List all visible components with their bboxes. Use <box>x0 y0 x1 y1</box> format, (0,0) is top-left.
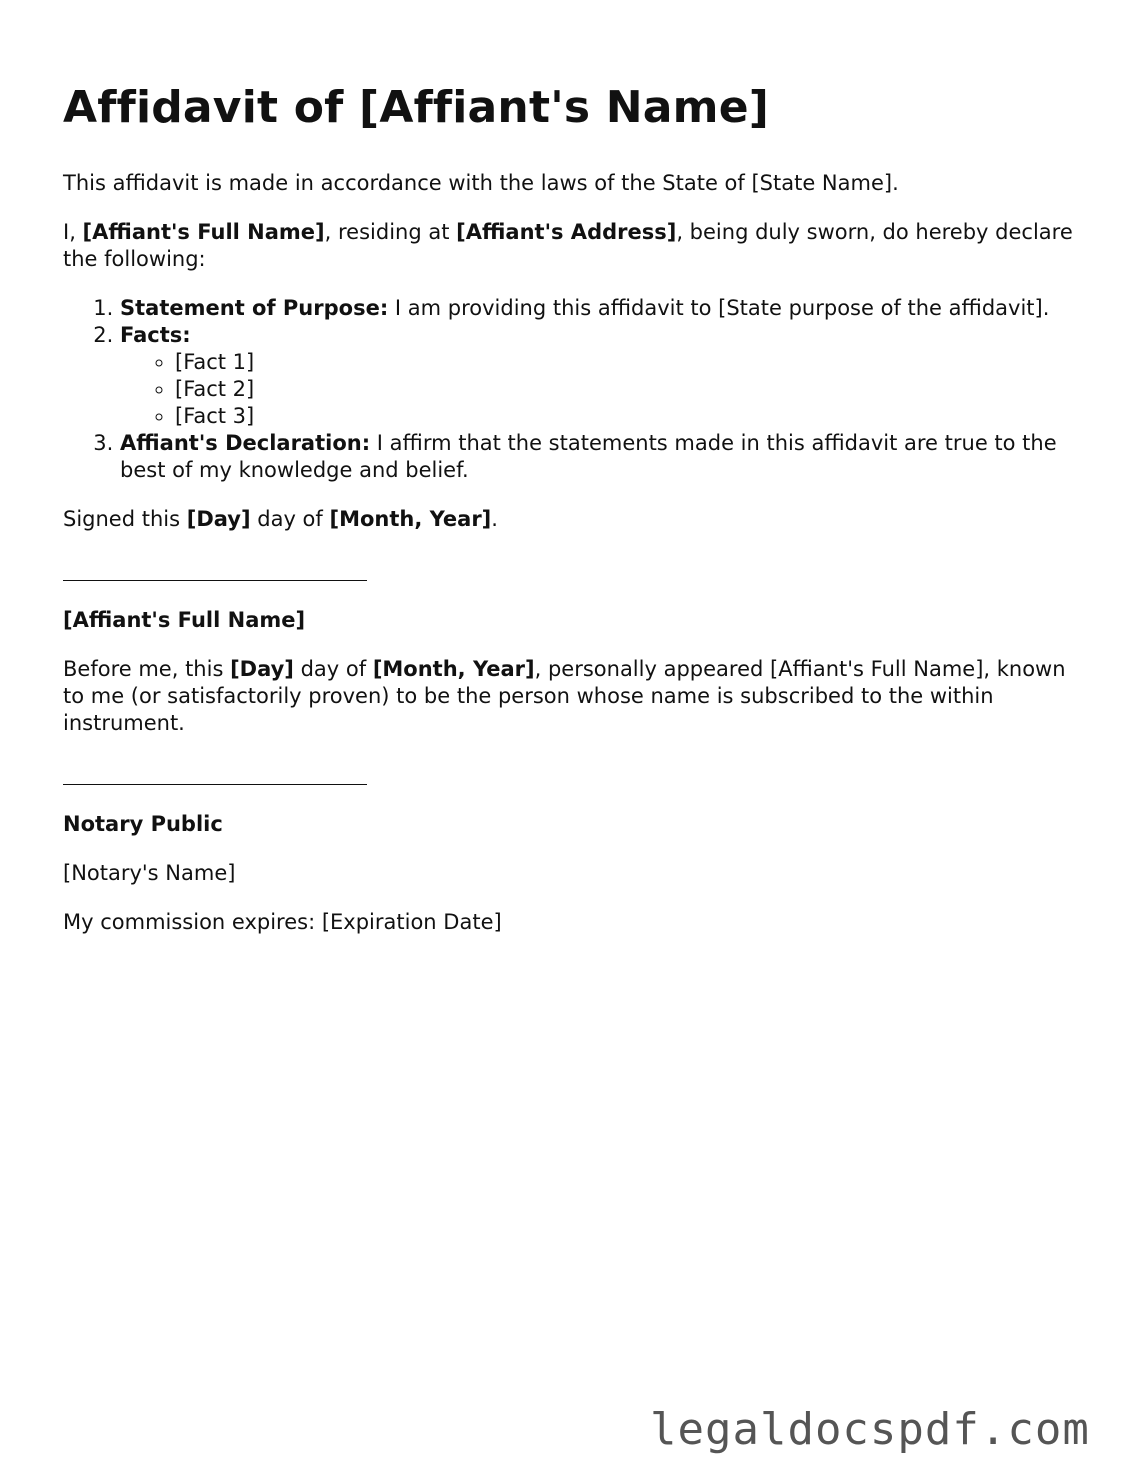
signed-text-2: day of <box>250 507 330 531</box>
notary-text-2: day of <box>293 657 373 681</box>
notary-title-text: Notary Public <box>63 812 223 836</box>
fact-item: ◦ [Fact 1] <box>175 349 1093 376</box>
affiant-address-placeholder: [Affiant's Address] <box>456 220 677 244</box>
purpose-label: Statement of Purpose: <box>120 296 389 320</box>
signed-month-year-placeholder: [Month, Year] <box>329 507 492 531</box>
declaration-item-text: I affirm that the statements made in this affidavit are true to the best of my knowledge and belief. <box>120 431 1057 482</box>
signed-text-1: Signed this <box>63 507 187 531</box>
commission-expiry: My commission expires: [Expiration Date] <box>63 910 502 934</box>
notary-text-1: Before me, this <box>63 657 231 681</box>
list-item-purpose <box>120 295 1093 322</box>
declaration-text-1: I, <box>63 220 83 244</box>
fact-item: ◦ [Fact 3] <box>175 403 1093 430</box>
signed-day-placeholder: [Day] <box>186 507 251 531</box>
purpose-text: I am providing this affidavit to [State purpose of the affidavit]. <box>388 296 1050 320</box>
notary-text-3: , personally appeared [Affiant's Full Name], known to me (or satisfactorily proven) to be the person whose name is subscribed to the within instrument. <box>63 657 1066 735</box>
declaration-list <box>63 295 1093 484</box>
list-item-declaration <box>120 430 1093 484</box>
notary-name: [Notary's Name] <box>63 861 236 885</box>
declaration-paragraph <box>63 219 1093 273</box>
notary-day-placeholder: [Day] <box>230 657 294 681</box>
affiant-name-placeholder: [Affiant's Full Name] <box>82 220 325 244</box>
affiant-signature-name <box>63 607 1093 634</box>
facts-list <box>120 349 1093 430</box>
affiant-signature-name-text: [Affiant's Full Name] <box>63 608 306 632</box>
affiant-signature-line <box>63 580 367 581</box>
signed-paragraph <box>63 506 1093 533</box>
signed-text-3: . <box>491 507 498 531</box>
declaration-text-2: , residing at <box>324 220 457 244</box>
document-body <box>63 80 1093 958</box>
facts-label: Facts: <box>120 323 191 347</box>
watermark: legaldocspdf.com <box>650 1404 1090 1455</box>
notary-statement <box>63 656 1093 737</box>
document-title: Affidavit of [Affiant's Name] <box>63 82 770 133</box>
declaration-text-3: , being duly sworn, do hereby declare the following: <box>63 220 1073 271</box>
intro-paragraph: This affidavit is made in accordance with the laws of the State of [State Name]. <box>63 171 899 195</box>
fact-item: ◦ [Fact 2] <box>175 376 1093 403</box>
notary-month-year-placeholder: [Month, Year] <box>372 657 535 681</box>
list-item-facts <box>120 322 1093 430</box>
notary-signature-line <box>63 784 367 785</box>
notary-title <box>63 811 1093 838</box>
declaration-label: Affiant's Declaration: <box>120 431 371 455</box>
